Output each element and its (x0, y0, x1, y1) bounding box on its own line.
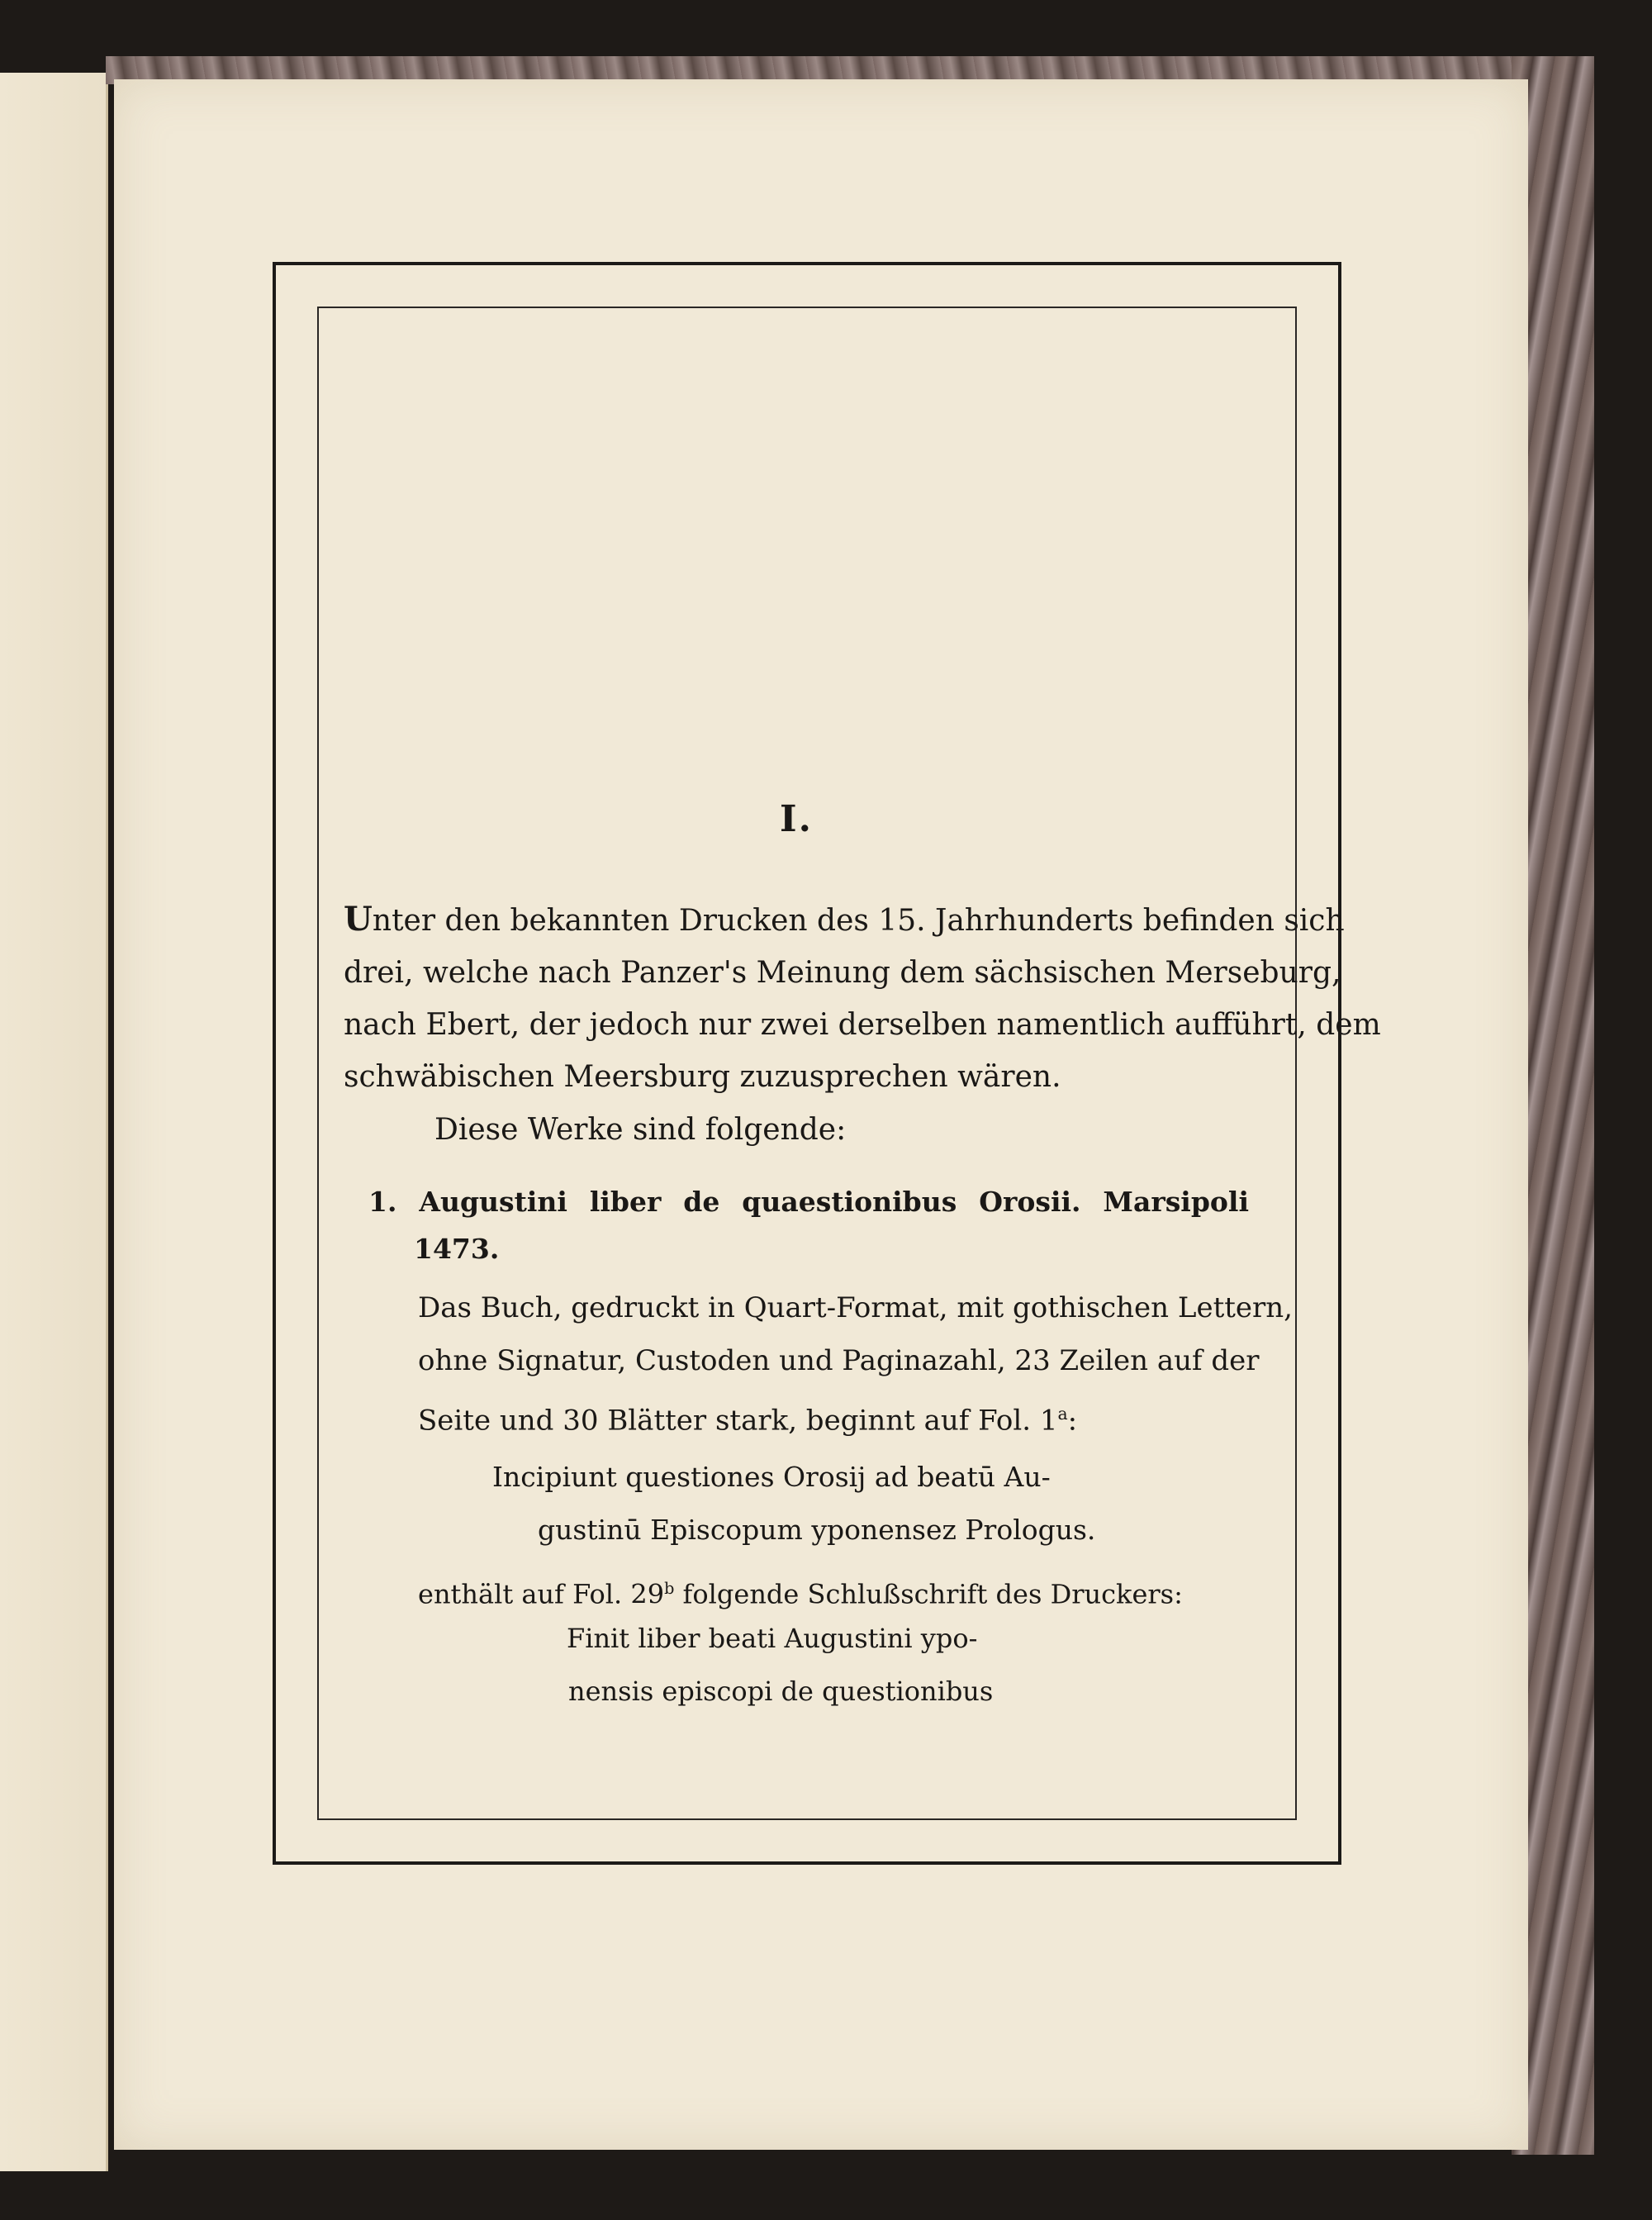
intro-line: schwäbischen Meersburg zuzusprechen wären. (344, 1060, 1061, 1094)
incipit-quote: Incipiunt questiones Orosij ad beatū Au- gustinū Episcopum yponensez Prologus. (492, 1461, 1096, 1546)
intro-line: Unter den bekannten Drucken des 15. Jahrhunderts befinden sich (344, 900, 1345, 939)
colophon-quote: Finit liber beati Augustini ypo- nensis episcopi de questionibus (567, 1623, 994, 1707)
entry-description: Das Buch, gedruckt in Quart-Format, mit gothischen Lettern, ohne Signatur, Custoden und Paginazahl, 23 Zeilen auf der Seite und 30 Blätter stark, beginnt auf Fol. 1$^a$: (418, 1291, 1293, 1438)
colophon-intro: enthält auf Fol. 29$^b$ folgende Schlußschrift des Druckers: (418, 1578, 1183, 1610)
section-number: I. (780, 798, 813, 840)
document-page (114, 79, 1528, 2150)
drop-initial: U (344, 900, 373, 939)
works-intro: Diese Werke sind folgende: (434, 1113, 847, 1147)
intro-line: drei, welche nach Panzer's Meinung dem sächsischen Merseburg, (344, 956, 1341, 990)
left-page-edge (0, 73, 108, 2171)
intro-paragraph (344, 893, 1381, 1103)
intro-line: nach Ebert, der jedoch nur zwei derselben namentlich aufführt, dem (344, 1008, 1381, 1042)
entry-title: 1. Augustini liber de quaestionibus Orosii. Marsipoli 1473. (368, 1186, 1249, 1265)
page-frame-outer (273, 262, 1381, 1865)
